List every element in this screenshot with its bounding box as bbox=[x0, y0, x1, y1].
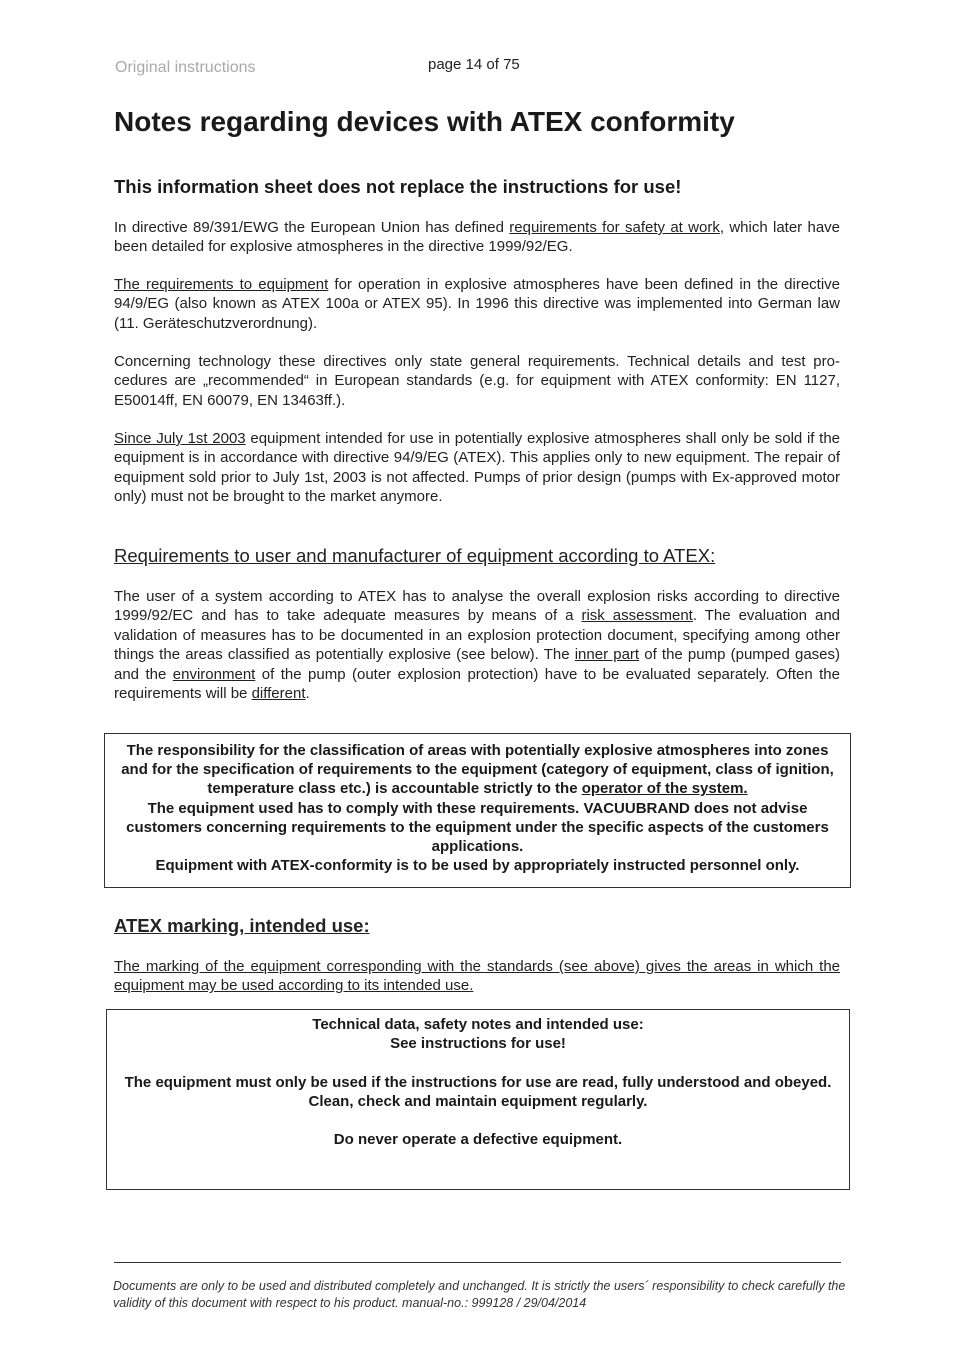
paragraph-text: . bbox=[305, 685, 310, 703]
underlined-term: environment bbox=[172, 665, 256, 683]
paragraph-text: In directive 89/391/EWG the European Union has defined bbox=[114, 219, 510, 236]
paragraph-equipment-requirements bbox=[114, 275, 840, 333]
page-number: page 14 of 75 bbox=[428, 56, 520, 73]
underlined-term: requirements for safety at work bbox=[509, 219, 720, 236]
paragraph-text: for operation in explosive atmospheres have been defined in the directive 94/9/EG (also known as ATEX 100a or ATEX 95). In 1996 this directive was implemented into German law (11. Geräteschutzverordnung). bbox=[114, 276, 841, 332]
notice-box-technical-data bbox=[106, 1009, 850, 1190]
paragraph-marking bbox=[114, 957, 840, 996]
footer-divider bbox=[114, 1262, 841, 1263]
paragraph-technology bbox=[114, 352, 840, 410]
paragraph-text: . The evaluation and validation of measures has to be documented in an explosion protection document, specifying among other things the areas classified as potentially explosive (see below). The bbox=[114, 607, 841, 664]
notice-line: The responsibility for the classification of areas with potentially explosive atmospheres into zones and for the specification of requirements to the equipment (category of equipment, class of ignition, temperature class etc.) is accountable strictly to the bbox=[121, 742, 834, 798]
underlined-term: inner part bbox=[574, 646, 640, 664]
notice-text: Technical data, safety notes and intended use: bbox=[312, 1016, 644, 1033]
paragraph-text: of the pump (pumped gases) and the bbox=[114, 646, 840, 683]
notice-text: Clean, check and maintain equipment regularly. bbox=[308, 1092, 648, 1110]
underlined-term: different bbox=[251, 685, 306, 703]
underlined-term: risk assessment bbox=[581, 607, 693, 625]
footer-disclaimer: Documents are only to be used and distributed completely and unchanged. It is strictly the users´ responsibility to check carefully the validity of this document with respect to his product. manual-no.: 999128 / 29/04/2014 bbox=[113, 1279, 846, 1310]
paragraph-text: of the pump (outer explosion protection) have to be evaluated separately. Often the requirements will be bbox=[114, 665, 840, 703]
paragraph-text: The user of a system according to ATEX has to analyse the overall explosion risks according to directive 1999/92/EC and has to take adequate measures by means of a bbox=[114, 588, 840, 625]
paragraph-directive bbox=[114, 218, 840, 257]
page-title: Notes regarding devices with ATEX conformity bbox=[114, 106, 735, 137]
notice-text: The equipment must only be used if the instructions for use are read, fully understood and obeyed. bbox=[124, 1073, 832, 1091]
section-heading-atex-marking: ATEX marking, intended use: bbox=[114, 915, 370, 936]
paragraph-text: equipment intended for use in potentially explosive atmospheres shall only be sold if the equipment is in accordance with directive 94/9/EG (ATEX). This applies only to new equipment. The repair of equipment sold prior to July 1st, 2003 is not affected. Pumps of prior design (pumps with Ex-approved motor only) must not be brought to the market anymore. bbox=[114, 430, 840, 506]
notice-text: The equipment used has to comply with these requirements. VACUUBRAND does not advise customers concerning requirements to the equipment under the specific aspects of the customers applications. bbox=[126, 799, 829, 856]
notice-text: See instructions for use! bbox=[390, 1035, 566, 1053]
notice-text bbox=[113, 741, 842, 799]
paragraph-text: Concerning technology these directives only state general requirements. Technical details and test procedures are „recommended“ in European standards (e.g. for equipment with ATEX conformity: EN 1127, E50014ff, EN 60079, EN 13463ff.). bbox=[114, 353, 840, 409]
underlined-term: The requirements to equipment bbox=[114, 276, 329, 293]
spacer bbox=[121, 1053, 835, 1072]
spacer bbox=[121, 1111, 835, 1130]
paragraph-text: , which later have been detailed for explosive atmospheres in the directive 1999/92/EG. bbox=[114, 219, 841, 256]
header-original-instructions: Original instructions bbox=[115, 59, 256, 76]
underlined-term: Since July 1st 2003 bbox=[114, 430, 246, 447]
paragraph-since-2003 bbox=[114, 429, 840, 507]
notice-text: Equipment with ATEX-conformity is to be used by appropriately instructed personnel only. bbox=[155, 857, 800, 875]
underlined-term: The marking of the equipment corresponding with the standards (see above) gives the areas in which the equipment may be used according to its intended use. bbox=[114, 958, 840, 995]
underlined-term: operator of the system. bbox=[581, 780, 748, 798]
paragraph-user-analysis bbox=[114, 587, 840, 703]
page-subtitle: This information sheet does not replace the instructions for use! bbox=[114, 176, 682, 197]
notice-text: Do never operate a defective equipment. bbox=[333, 1131, 623, 1149]
section-heading-requirements: Requirements to user and manufacturer of equipment according to ATEX: bbox=[114, 545, 716, 566]
notice-box-responsibility bbox=[104, 733, 851, 888]
